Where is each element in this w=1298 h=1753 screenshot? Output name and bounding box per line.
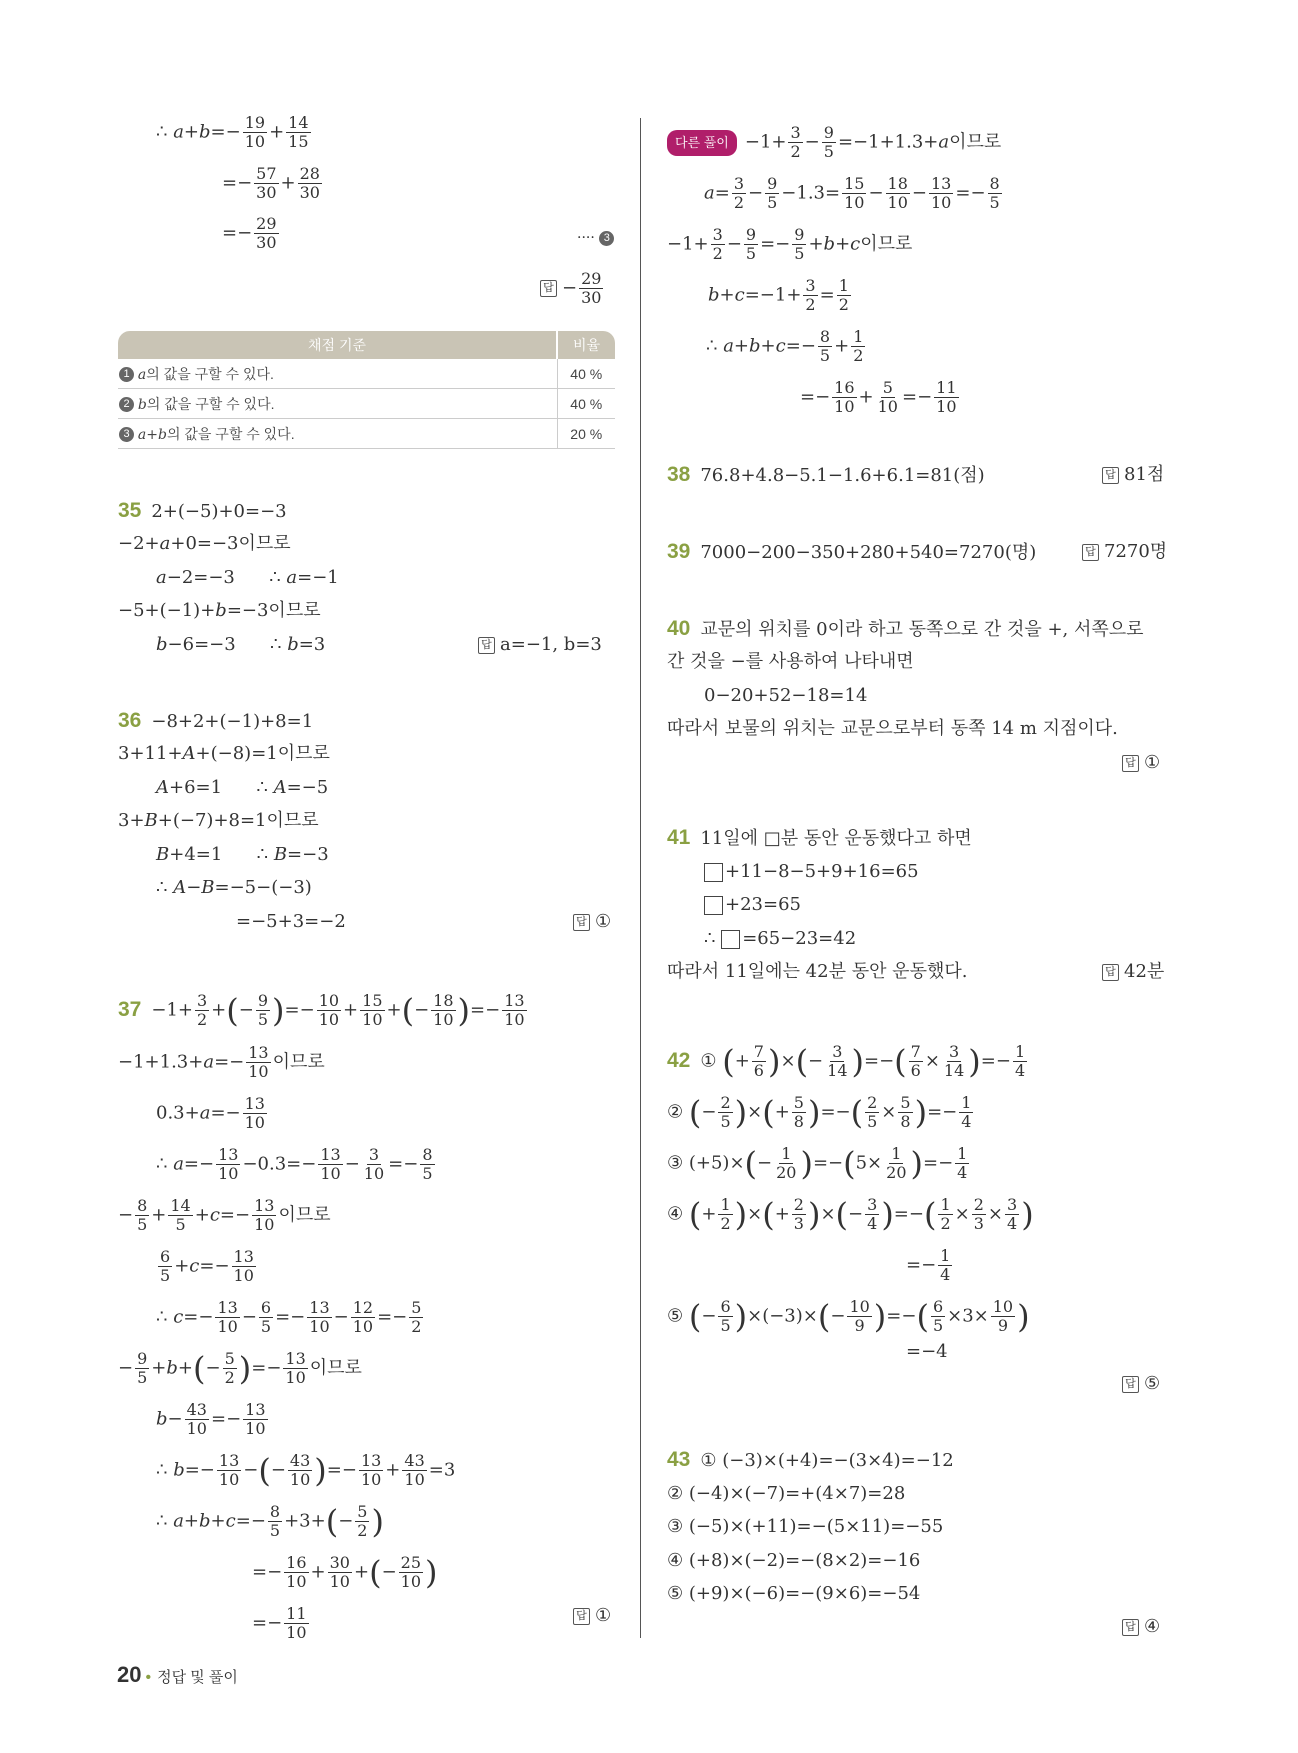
p34-line3: =− $\frac{29}{30}$ [222, 214, 277, 252]
alt-line1: 다른 풀이 −1+ $\frac{3}{2}$ − $\frac{9}{5}$ =−1+1.3+a이므로 [667, 124, 1001, 161]
p43-text: ① (−3)×(+4)=−(3×4)=−12 [700, 1450, 954, 1471]
p36-line7: =−5+3=−2 [236, 911, 346, 932]
problem-number: 36 [118, 709, 142, 732]
p37-line3: 0.3+a=− $\frac{13}{10}$ [156, 1094, 265, 1132]
p43-answer [1122, 1616, 1160, 1638]
p37-line8: − $\frac{9}{5}$ +b+(− $\frac{5}{2}$ )=− $\frac{13}{10}$ 이므로 [118, 1349, 362, 1388]
step-marker: 1 [119, 367, 134, 382]
p40-answer [1122, 752, 1160, 774]
alt-line4: b+c=−1+ $\frac{3}{2}$ = $\frac{1}{2}$ [708, 276, 849, 314]
page-number: 20 [117, 1662, 142, 1687]
p34-step3-marker: ···· 3 [577, 227, 614, 249]
p37-answer [573, 1605, 611, 1627]
answer-icon: 답 [1102, 964, 1119, 981]
bullet-icon: • [145, 1669, 152, 1686]
p36-answer [573, 911, 611, 933]
p42-line1: 42 ① (+ $\frac{7}{6}$ )×(− $\frac{3}{14}$ )=−( $\frac{7}{6}$ × $\frac{3}{14}$ )=− $\frac{1}{4}$ [667, 1042, 1026, 1081]
p39-answer [1082, 541, 1167, 563]
p42-line5: =− $\frac{1}{4}$ [906, 1246, 951, 1284]
answer-icon: 답 [540, 280, 557, 297]
p40-line1 [667, 618, 1144, 641]
grading-ratio: 20 % [557, 419, 615, 449]
page-footer [117, 1662, 238, 1688]
answer-icon: 답 [573, 1608, 590, 1625]
p41-line3 [704, 894, 801, 916]
step-marker: 2 [119, 397, 134, 412]
p43-line1 [667, 1449, 954, 1472]
blank-box [704, 863, 723, 882]
p38-text: 76.8+4.8−5.1−1.6+6.1=81(점) [700, 465, 985, 486]
p43-line2: ② (−4)×(−7)=+(4×7)=28 [667, 1483, 906, 1504]
answer-text: 42분 [1124, 961, 1165, 982]
p37-line13: =− $\frac{11}{10}$ [252, 1604, 307, 1642]
p36-line4: 3+B+(−7)+8=1이므로 [118, 810, 319, 831]
p41-text3: +23=65 [725, 894, 801, 915]
p39-text: 7000−200−350+280+540=7270(명) [700, 542, 1037, 563]
p36-line1: 36 −8+2+(−1)+8=1 [118, 709, 314, 732]
p42-line2: ② (− $\frac{2}{5}$ )×(+ $\frac{5}{8}$ )=−( $\frac{2}{5}$ × $\frac{5}{8}$ )=− $\frac{1}{4}$ [667, 1093, 972, 1132]
answer-text: 7270명 [1104, 541, 1168, 562]
answer-icon: 답 [1122, 1619, 1139, 1636]
p39-line [667, 541, 1036, 564]
answer-text: ① [595, 911, 612, 932]
p37-line2: −1+1.3+a=− $\frac{13}{10}$ 이므로 [118, 1043, 325, 1081]
page-label: 정답 및 풀이 [157, 1669, 238, 1686]
p42-line3: ③ (+5)×(− $\frac{1}{20}$ )=−(5× $\frac{1}{20}$ )=− $\frac{1}{4}$ [667, 1144, 968, 1183]
grading-header-ratio: 비율 [557, 331, 615, 359]
problem-number: 43 [667, 1448, 691, 1471]
p42-line7: =−4 [906, 1341, 948, 1362]
p40-text1: 교문의 위치를 0이라 하고 동쪽으로 간 것을 +, 서쪽으로 [700, 619, 1144, 640]
answer-icon: 답 [1082, 544, 1099, 561]
p43-line5: ⑤ (+9)×(−6)=−(9×6)=−54 [667, 1583, 921, 1604]
grading-ratio: 40 % [557, 389, 615, 419]
p36-line2: 3+11+A+(−8)=1이므로 [118, 743, 330, 764]
problem-number: 40 [667, 617, 691, 640]
p37-line6: $\frac{6}{5}$ +c=− $\frac{13}{10}$ [160, 1247, 254, 1285]
alt-line3: −1+ $\frac{3}{2}$ − $\frac{9}{5}$ =− $\frac{9}{5}$ +b+c이므로 [667, 225, 913, 263]
p37-line1: 37 −1+ $\frac{3}{2}$ +(− $\frac{9}{5}$ )=− $\frac{10}{10}$ + $\frac{15}{10}$ +(− $\frac{18}{10}$ )=− $\frac{13}{10}$ [118, 991, 525, 1030]
p41-text2: +11−8−5+9+16=65 [725, 861, 919, 882]
p40-line2: 간 것을 −를 사용하여 나타내면 [667, 651, 914, 672]
p36-line3: A+6=1 ∴ A=−5 [156, 777, 329, 798]
problem-number: 37 [118, 997, 142, 1021]
grading-ratio: 40 % [557, 359, 615, 389]
grading-text: 의 값을 구할 수 있다. [146, 395, 275, 412]
blank-box [704, 896, 723, 915]
p41-line4: ∴ =65−23=42 [704, 928, 857, 949]
grading-table [118, 331, 615, 449]
grading-row [118, 389, 615, 419]
p35-line2: −2+a+0=−3이므로 [118, 533, 291, 554]
problem-number: 38 [667, 463, 691, 486]
p35-line1: 35 2+(−5)+0=−3 [118, 499, 287, 522]
p37-line12: =− $\frac{16}{10}$ + $\frac{30}{10}$ +(− $\frac{25}{10}$ ) [252, 1553, 438, 1592]
p40-line4: 따라서 보물의 위치는 교문으로부터 동쪽 14 m 지점이다. [667, 718, 1118, 739]
p41-text4: =65−23=42 [742, 928, 857, 949]
p35-line3: a−2=−3 ∴ a=−1 [156, 567, 339, 588]
problem-number: 39 [667, 540, 691, 563]
answer-text: a=−1, b=3 [500, 634, 602, 655]
p41-line1 [667, 827, 972, 850]
grading-var: b [137, 396, 147, 413]
p37-line5: − $\frac{8}{5}$ + $\frac{14}{5}$ +c=− $\frac{13}{10}$ 이므로 [118, 1196, 331, 1234]
answer-text: ① [595, 1605, 612, 1626]
p37-line4: ∴ a=− $\frac{13}{10}$ −0.3=− $\frac{13}{10}$ − $\frac{3}{10}$ =− $\frac{8}{5}$ [156, 1145, 433, 1183]
answer-text: ④ [1144, 1616, 1161, 1637]
p41-answer [1102, 961, 1164, 983]
p36-line6: ∴ A−B=−5−(−3) [156, 877, 312, 898]
p37-line11: ∴ a+b+c=− $\frac{8}{5}$ +3+(− $\frac{5}{2}$ ) [156, 1502, 384, 1541]
problem-number: 41 [667, 826, 691, 849]
step-marker: 3 [119, 427, 134, 442]
p41-line2 [704, 861, 919, 883]
p43-line3: ③ (−5)×(+11)=−(5×11)=−55 [667, 1516, 944, 1537]
grading-var: a [137, 366, 147, 383]
grading-row [118, 419, 615, 449]
answer-icon: 답 [573, 914, 590, 931]
grading-text: 의 값을 구할 수 있다. [146, 365, 274, 382]
answer-text: ① [1144, 752, 1161, 773]
grading-var: a+b [137, 426, 167, 443]
blank-box [721, 930, 740, 949]
p41-line5: 따라서 11일에는 42분 동안 운동했다. [667, 961, 968, 982]
p37-line10: ∴ b=− $\frac{13}{10}$ −(− $\frac{43}{10}$ )=− $\frac{13}{10}$ + $\frac{43}{10}$ =3 [156, 1451, 456, 1490]
alt-solution-tag: 다른 풀이 [667, 130, 737, 156]
grading-row [118, 359, 615, 389]
p42-line6: ⑤ (− $\frac{6}{5}$ )×(−3)×(− $\frac{10}{9}$ )=−( $\frac{6}{5}$ ×3× $\frac{10}{9}$ ) [667, 1297, 1030, 1336]
grading-header-criteria: 채점 기준 [118, 331, 557, 359]
p41-text1: 11일에 □분 동안 운동했다고 하면 [700, 828, 972, 849]
p42-line4: ④ (+ $\frac{1}{2}$ )×(+ $\frac{2}{3}$ )×(− $\frac{3}{4}$ )=−( $\frac{1}{2}$ × $\frac{2}{3}$ × $\frac{3}{4}$ ) [667, 1195, 1034, 1234]
p34-line1: ∴ a+b=− $\frac{19}{10}$ + $\frac{14}{15}$ [156, 113, 309, 151]
p34-answer: 답 − $\frac{29}{30}$ [540, 270, 605, 307]
p37-line9: b− $\frac{43}{10}$ =− $\frac{13}{10}$ [156, 1400, 266, 1438]
alt-line2: a= $\frac{3}{2}$ − $\frac{9}{5}$ −1.3= $\frac{15}{10}$ − $\frac{18}{10}$ − $\frac{13}{10}$ =− $\frac{8}{5}$ [704, 174, 1000, 212]
p40-line3: 0−20+52−18=14 [704, 685, 868, 706]
answer-text: ⑤ [1144, 1373, 1161, 1394]
problem-number: 35 [118, 499, 142, 522]
answer-icon: 답 [1122, 755, 1139, 772]
p43-line4: ④ (+8)×(−2)=−(8×2)=−16 [667, 1550, 921, 1571]
p42-answer [1122, 1373, 1160, 1395]
grading-text: 의 값을 구할 수 있다. [166, 425, 295, 442]
answer-icon: 답 [1122, 1376, 1139, 1393]
p38-line [667, 464, 985, 487]
alt-line5: ∴ a+b+c=− $\frac{8}{5}$ + $\frac{1}{2}$ [706, 327, 864, 365]
problem-number: 42 [667, 1048, 691, 1072]
p37-line7: ∴ c=− $\frac{13}{10}$ − $\frac{6}{5}$ =− $\frac{13}{10}$ − $\frac{12}{10}$ =− $\frac{5}{2}$ [156, 1298, 422, 1336]
alt-line6: =− $\frac{16}{10}$ + $\frac{5}{10}$ =− $\frac{11}{10}$ [800, 378, 957, 416]
answer-icon: 답 [1102, 467, 1119, 484]
p35-answer [478, 634, 602, 656]
answer-icon: 답 [478, 637, 495, 654]
p35-line5: b−6=−3 ∴ b=3 [156, 634, 326, 655]
p36-line5: B+4=1 ∴ B=−3 [156, 844, 329, 865]
p35-line4: −5+(−1)+b=−3이므로 [118, 600, 321, 621]
column-divider [640, 118, 641, 1638]
p38-answer [1102, 464, 1164, 486]
answer-text: 81점 [1124, 464, 1165, 485]
p34-line2: =− $\frac{57}{30}$ + $\frac{28}{30}$ [222, 164, 320, 202]
